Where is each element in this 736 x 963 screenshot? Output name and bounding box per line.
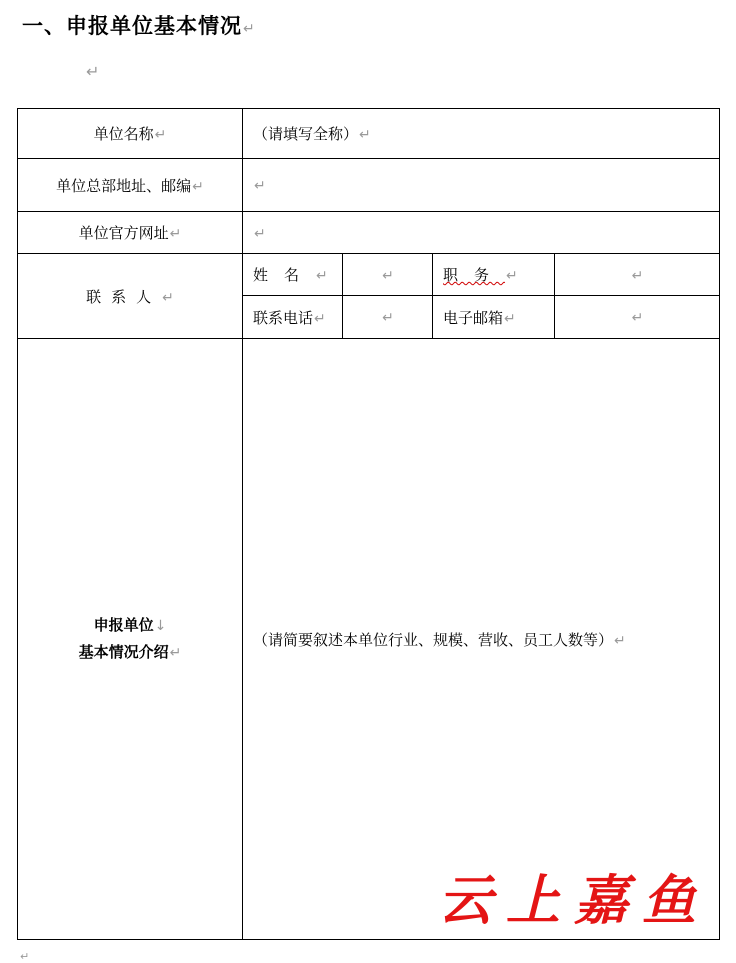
paragraph-mark-icon: ↵ — [254, 225, 266, 242]
table-row — [18, 254, 720, 296]
email-label-cell — [433, 296, 555, 339]
name-label-cell — [243, 254, 343, 296]
unit-info-table — [17, 108, 720, 940]
paragraph-mark-icon: ↵ — [504, 310, 516, 327]
paragraph-mark-icon: ↵ — [316, 268, 328, 284]
paragraph-mark-icon: ↵ — [631, 310, 644, 326]
position-label-cell — [433, 254, 555, 296]
contact-label-cell — [18, 254, 243, 339]
website-label: 单位官方网址 — [78, 224, 169, 242]
name-value-cell[interactable] — [343, 254, 433, 296]
table-row — [18, 339, 720, 940]
paragraph-mark-icon: ↵ — [382, 310, 394, 326]
paragraph-mark-icon: ↵ — [154, 127, 167, 143]
paragraph-mark-icon: ↵ — [314, 310, 326, 327]
paragraph-mark-icon: ↵ — [20, 950, 30, 963]
address-value-cell[interactable] — [243, 159, 720, 212]
watermark: 云上嘉鱼 — [438, 868, 710, 932]
paragraph-mark-icon: ↵ — [192, 178, 204, 195]
table-row — [18, 109, 720, 159]
paragraph-mark-icon: ↵ — [86, 62, 100, 81]
paragraph-mark-icon: ↵ — [359, 127, 371, 143]
paragraph-mark-icon: ↵ — [382, 267, 394, 284]
intro-label-line1-wrap — [18, 612, 242, 639]
paragraph-mark-icon: ↵ — [254, 178, 266, 194]
contact-label: 联系人 — [86, 287, 162, 306]
line-break-mark-icon: ↓ — [154, 618, 167, 634]
address-label: 单位总部地址、邮编 — [56, 176, 192, 195]
unit-name-label-cell — [18, 109, 243, 159]
intro-label-line2-wrap — [18, 639, 242, 666]
phone-label-cell — [243, 296, 343, 339]
website-label-cell — [18, 212, 243, 254]
paragraph-mark-icon: ↵ — [162, 289, 174, 306]
position-value-cell[interactable] — [555, 254, 720, 296]
website-value-cell[interactable] — [243, 212, 720, 254]
paragraph-mark-icon: ↵ — [169, 645, 182, 661]
intro-label-line1: 申报单位 — [93, 616, 154, 634]
paragraph-mark-icon: ↵ — [631, 267, 644, 284]
intro-value-cell[interactable] — [243, 339, 720, 940]
section-heading: 一、申报单位基本情况↵ — [22, 14, 256, 38]
paragraph-mark-icon: ↵ — [506, 268, 518, 284]
unit-name-value-cell[interactable] — [243, 109, 720, 159]
paragraph-mark-icon: ↵ — [243, 21, 256, 37]
paragraph-mark-icon: ↵ — [614, 632, 626, 649]
table-row — [18, 212, 720, 254]
paragraph-mark-icon: ↵ — [169, 226, 182, 242]
intro-label-line2: 基本情况介绍 — [78, 643, 169, 661]
phone-label: 联系电话 — [253, 308, 314, 327]
intro-hint: （请简要叙述本单位行业、规模、营收、员工人数等） — [253, 630, 614, 649]
intro-label-cell — [18, 339, 243, 940]
table-row — [18, 159, 720, 212]
email-value-cell[interactable] — [555, 296, 720, 339]
position-label: 职务 — [443, 266, 506, 284]
unit-name-hint: （请填写全称） — [253, 125, 359, 143]
phone-value-cell[interactable] — [343, 296, 433, 339]
email-label: 电子邮箱 — [443, 308, 504, 327]
address-label-cell — [18, 159, 243, 212]
name-label: 姓名 — [253, 266, 316, 284]
unit-name-label: 单位名称 — [93, 125, 154, 143]
